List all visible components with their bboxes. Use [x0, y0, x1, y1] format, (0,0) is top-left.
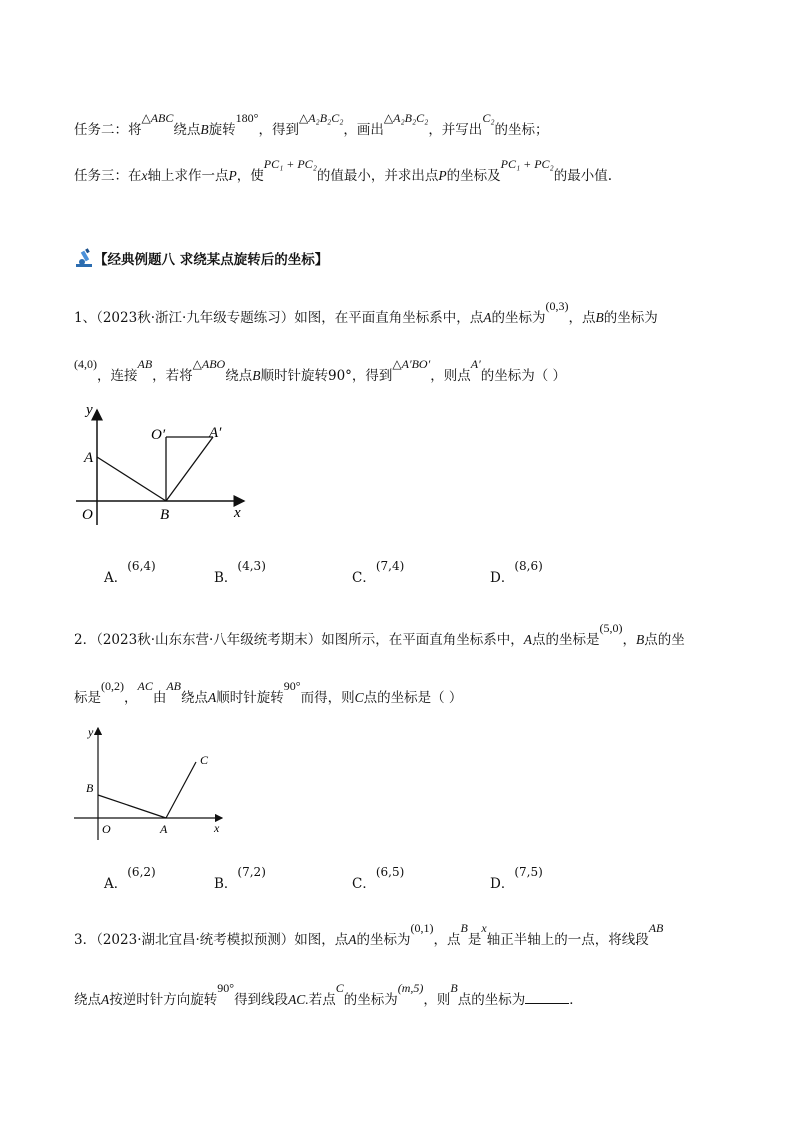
x-var: x [481, 921, 487, 935]
task3-text: 轴上求作一点 [147, 168, 229, 184]
point-b: B [252, 368, 261, 383]
q1-choice-d[interactable]: D．(8,6) [490, 559, 543, 586]
microscope-icon [74, 248, 94, 268]
q1-text: 的坐标为（ ） [480, 368, 566, 384]
point-a: A [523, 632, 533, 647]
task2-text: ，并写出 [428, 122, 483, 138]
q1-choice-a[interactable]: A．(6,4) [104, 559, 156, 586]
q1-text: 的坐标为 [603, 310, 658, 326]
x-var: x [141, 168, 148, 183]
sum-expression: PC₁ + PC₂ [500, 157, 554, 171]
q2-text: 点的坐标是 [532, 632, 600, 648]
label-x: x [234, 505, 241, 521]
point-c2: C₂ [482, 111, 495, 125]
q3-line2 [74, 981, 583, 1008]
label-y: y [86, 402, 93, 418]
task3-line [74, 157, 613, 184]
label-o: O [102, 822, 111, 836]
q2-text: 点的坐 [644, 632, 685, 648]
task2-text: 绕点 [173, 122, 201, 138]
task2-text: 任务二：将 [74, 122, 142, 138]
triangle-abo-rotated: △A′BO′ [392, 357, 431, 371]
q2-choice-d[interactable]: D．(7,5) [490, 865, 543, 892]
task2-text: ，得到 [258, 122, 299, 138]
q2-line1 [74, 621, 685, 648]
q1-text: ，点 [568, 310, 596, 326]
q3-text: 按逆时针方向旋转 [109, 992, 218, 1008]
q1-choice-b[interactable]: B．(4,3) [214, 559, 266, 586]
q3-text: 得到线段 [234, 992, 289, 1008]
task3-text: ，使 [236, 168, 264, 184]
label-a: A [84, 450, 94, 466]
point-b: B [200, 122, 209, 137]
segment-ab: AB [166, 679, 182, 693]
q1-text: ，则点 [430, 368, 471, 384]
segment-ab: AB [137, 357, 153, 371]
coord-c: (m,5) [397, 981, 424, 995]
q2-text: ， [622, 632, 637, 648]
label-b: B [86, 781, 94, 795]
point-c: C [354, 690, 364, 705]
q1-text: ，连接 [97, 368, 138, 384]
task2-text: ，画出 [343, 122, 384, 138]
q2-line2 [74, 679, 463, 706]
q2-text: 而得，则 [300, 690, 355, 706]
q1-text: 的坐标为 [491, 310, 546, 326]
point-a-prime: A′ [470, 357, 481, 371]
angle-90: 90° [217, 981, 235, 995]
q3-text: 轴正半轴上的一点，将线段 [486, 932, 649, 948]
q3-line1 [74, 921, 664, 948]
segment-ac: AC. [288, 992, 309, 1007]
q1-text: 顺时针旋转90°，得到 [260, 368, 393, 384]
answer-blank[interactable] [525, 991, 569, 1004]
q1-line1 [74, 299, 658, 326]
label-o: O [82, 507, 93, 523]
coord-b: (4,0) [74, 357, 97, 371]
section-header-text: 【经典例题八 求绕某点旋转后的坐标】 [94, 252, 329, 268]
point-b: B [460, 921, 468, 935]
q2-text: 顺时针旋转 [216, 690, 284, 706]
q3-text: 是 [467, 932, 482, 948]
point-a: A [483, 310, 492, 325]
q2-choice-b[interactable]: B．(7,2) [214, 865, 266, 892]
task2-text: 的坐标； [494, 122, 549, 138]
q3-text: ． [569, 992, 583, 1008]
q1-choice-c[interactable]: C．(7,4) [352, 559, 405, 586]
triangle-a2b2c2: △A₂B₂C₂ [298, 111, 344, 125]
sum-expression: PC₁ + PC₂ [263, 157, 317, 171]
q2-text: 点的坐标是（ ） [363, 690, 463, 706]
point-b: B [636, 632, 645, 647]
q1-line2 [74, 357, 566, 384]
q1-text: ，若将 [152, 368, 193, 384]
q3-text: 的坐标为 [356, 932, 411, 948]
q2-choice-c[interactable]: C．(6,5) [352, 865, 405, 892]
label-c: C [200, 753, 209, 767]
q2-figure [74, 720, 244, 850]
segment-ab [97, 457, 166, 501]
label-x: x [214, 821, 220, 835]
q3-text: 的坐标为 [343, 992, 398, 1008]
q3-text: 绕点 [74, 992, 101, 1008]
point-a: A [101, 992, 110, 1007]
q2-text: 标是 [74, 690, 101, 706]
task2-line [74, 111, 549, 138]
triangle-abo: △ABO [192, 357, 226, 371]
label-a: A [160, 822, 168, 836]
point-b: B [595, 310, 604, 325]
section-header [74, 248, 328, 268]
task3-text: 的值最小，并求出点 [316, 168, 439, 184]
point-p: P [438, 168, 447, 183]
q2-choice-a[interactable]: A．(6,2) [104, 865, 156, 892]
q3-text: 若点 [308, 992, 336, 1008]
coord-a: (5,0) [599, 621, 623, 635]
task3-text: 的坐标及 [446, 168, 501, 184]
coord-b: (0,2) [101, 679, 124, 693]
point-a: A [208, 690, 217, 705]
q3-text: ，点 [433, 932, 461, 948]
q3-text: 点的坐标为 [457, 992, 526, 1008]
label-y: y [88, 725, 94, 739]
triangle-abc: △ABC [141, 111, 174, 125]
segment-ac: AC [137, 679, 153, 693]
coord-a: (0,1) [410, 921, 434, 935]
q1-text: 1、（2023秋·浙江·九年级专题练习）如图，在平面直角坐标系中，点 [74, 310, 484, 326]
point-p: P [228, 168, 237, 183]
triangle-a2b2c2: △A₂B₂C₂ [383, 111, 429, 125]
q1-figure [76, 400, 266, 530]
task3-text: 任务三：在 [74, 168, 142, 184]
angle-90: 90° [283, 679, 301, 693]
q3-text: 3．（2023·湖北宜昌·统考模拟预测）如图，点 [74, 932, 349, 948]
point-b: B [450, 981, 458, 995]
q2-text: 2．（2023秋·山东东营·八年级统考期末）如图所示，在平面直角坐标系中， [74, 632, 524, 648]
q2-text: 绕点 [181, 690, 209, 706]
point-c: C [335, 981, 344, 995]
label-a-prime: A′ [209, 425, 222, 441]
task2-text: 旋转 [208, 122, 236, 138]
label-b: B [160, 507, 170, 523]
segment-a-prime-b [166, 437, 213, 501]
q3-text: ，则 [423, 992, 451, 1008]
angle-180: 180° [235, 111, 259, 125]
q1-text: 绕点 [225, 368, 253, 384]
segment-ab [98, 795, 166, 818]
task3-text: 的最小值. [553, 168, 613, 184]
label-o-prime: O′ [151, 427, 166, 443]
point-a: A [348, 932, 357, 947]
segment-ab: AB [648, 921, 664, 935]
q2-text: ， [124, 690, 138, 706]
segment-ac [166, 762, 196, 818]
q2-text: 由 [152, 690, 167, 706]
coord-a: (0,3) [545, 299, 569, 313]
